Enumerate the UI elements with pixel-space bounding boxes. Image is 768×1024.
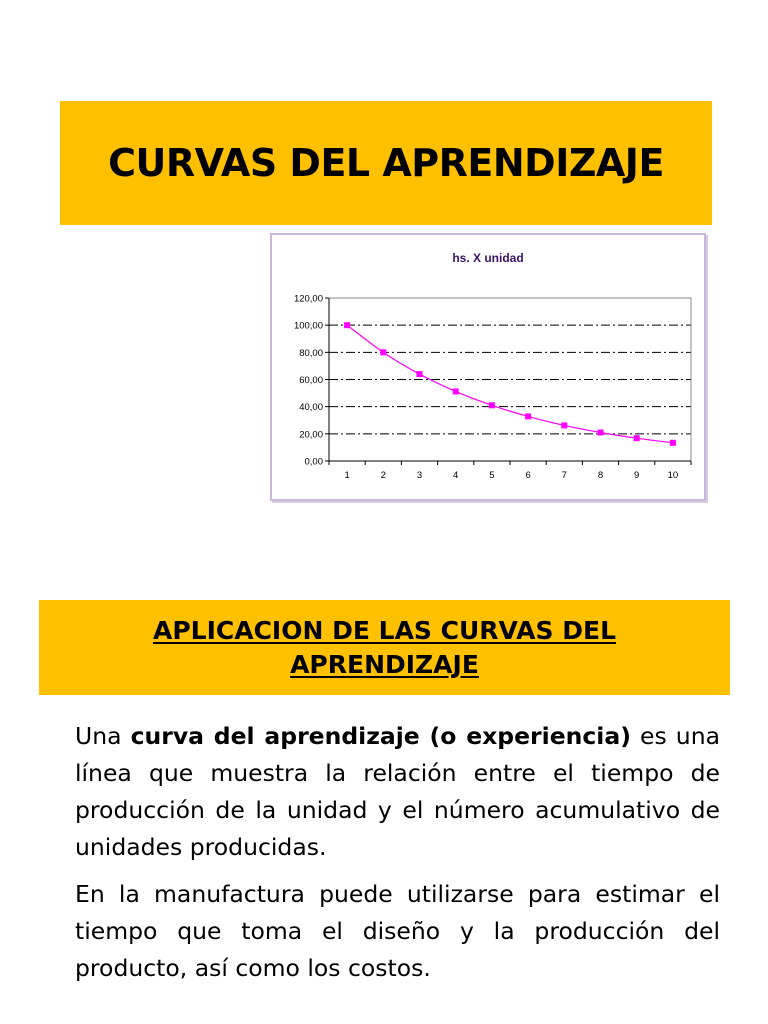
x-tick-label: 1 <box>344 470 350 481</box>
series-line <box>347 325 673 443</box>
paragraph-application: En la manufactura puede utilizarse para estimar el tiempo que toma el diseño y la producción del producto, así como los costos. <box>75 880 720 982</box>
y-tick-label: 60,00 <box>299 375 323 386</box>
x-tick-label: 9 <box>634 470 640 481</box>
x-tick-label: 5 <box>489 470 495 481</box>
x-tick-label: 8 <box>597 470 604 481</box>
data-point <box>344 322 350 328</box>
y-tick-label: 80,00 <box>299 347 323 359</box>
data-point <box>634 435 640 441</box>
data-point <box>417 371 423 377</box>
paragraph-bold-term: curva del aprendizaje (o experiencia) <box>130 722 631 750</box>
data-point <box>525 413 531 419</box>
x-tick-label: 4 <box>453 470 459 481</box>
data-point <box>380 349 386 355</box>
body-text <box>75 718 720 997</box>
y-tick-label: 120,00 <box>293 293 323 305</box>
y-tick-label: 100,00 <box>293 320 323 332</box>
x-tick-label: 10 <box>667 470 679 481</box>
learning-curve-chart <box>270 233 706 501</box>
title-banner <box>60 101 712 225</box>
paragraph-definition <box>75 718 720 866</box>
data-point <box>598 429 604 435</box>
slide-title: CURVAS DEL APRENDIZAJE <box>108 141 664 185</box>
y-tick-label: 0,00 <box>304 456 323 468</box>
section-banner <box>39 600 730 695</box>
x-tick-label: 6 <box>525 470 531 481</box>
paragraph-rest: es una línea que muestra la relación entre el tiempo de producción de la unidad y el número acumulativo de unidades producidas. <box>75 722 720 861</box>
x-tick-label: 3 <box>416 470 423 481</box>
data-point <box>670 440 676 446</box>
chart-title: hs. X unidad <box>452 251 524 265</box>
x-tick-label: 7 <box>561 470 567 481</box>
paragraph-lead: Una <box>75 722 131 750</box>
data-point <box>489 402 495 408</box>
y-tick-label: 20,00 <box>299 429 323 441</box>
chart-svg <box>272 235 704 499</box>
data-point <box>453 388 459 394</box>
x-tick-label: 2 <box>380 470 386 481</box>
y-tick-label: 40,00 <box>299 402 323 414</box>
section-title: APLICACION DE LAS CURVAS DEL APRENDIZAJE <box>152 615 616 679</box>
data-point <box>561 422 567 428</box>
